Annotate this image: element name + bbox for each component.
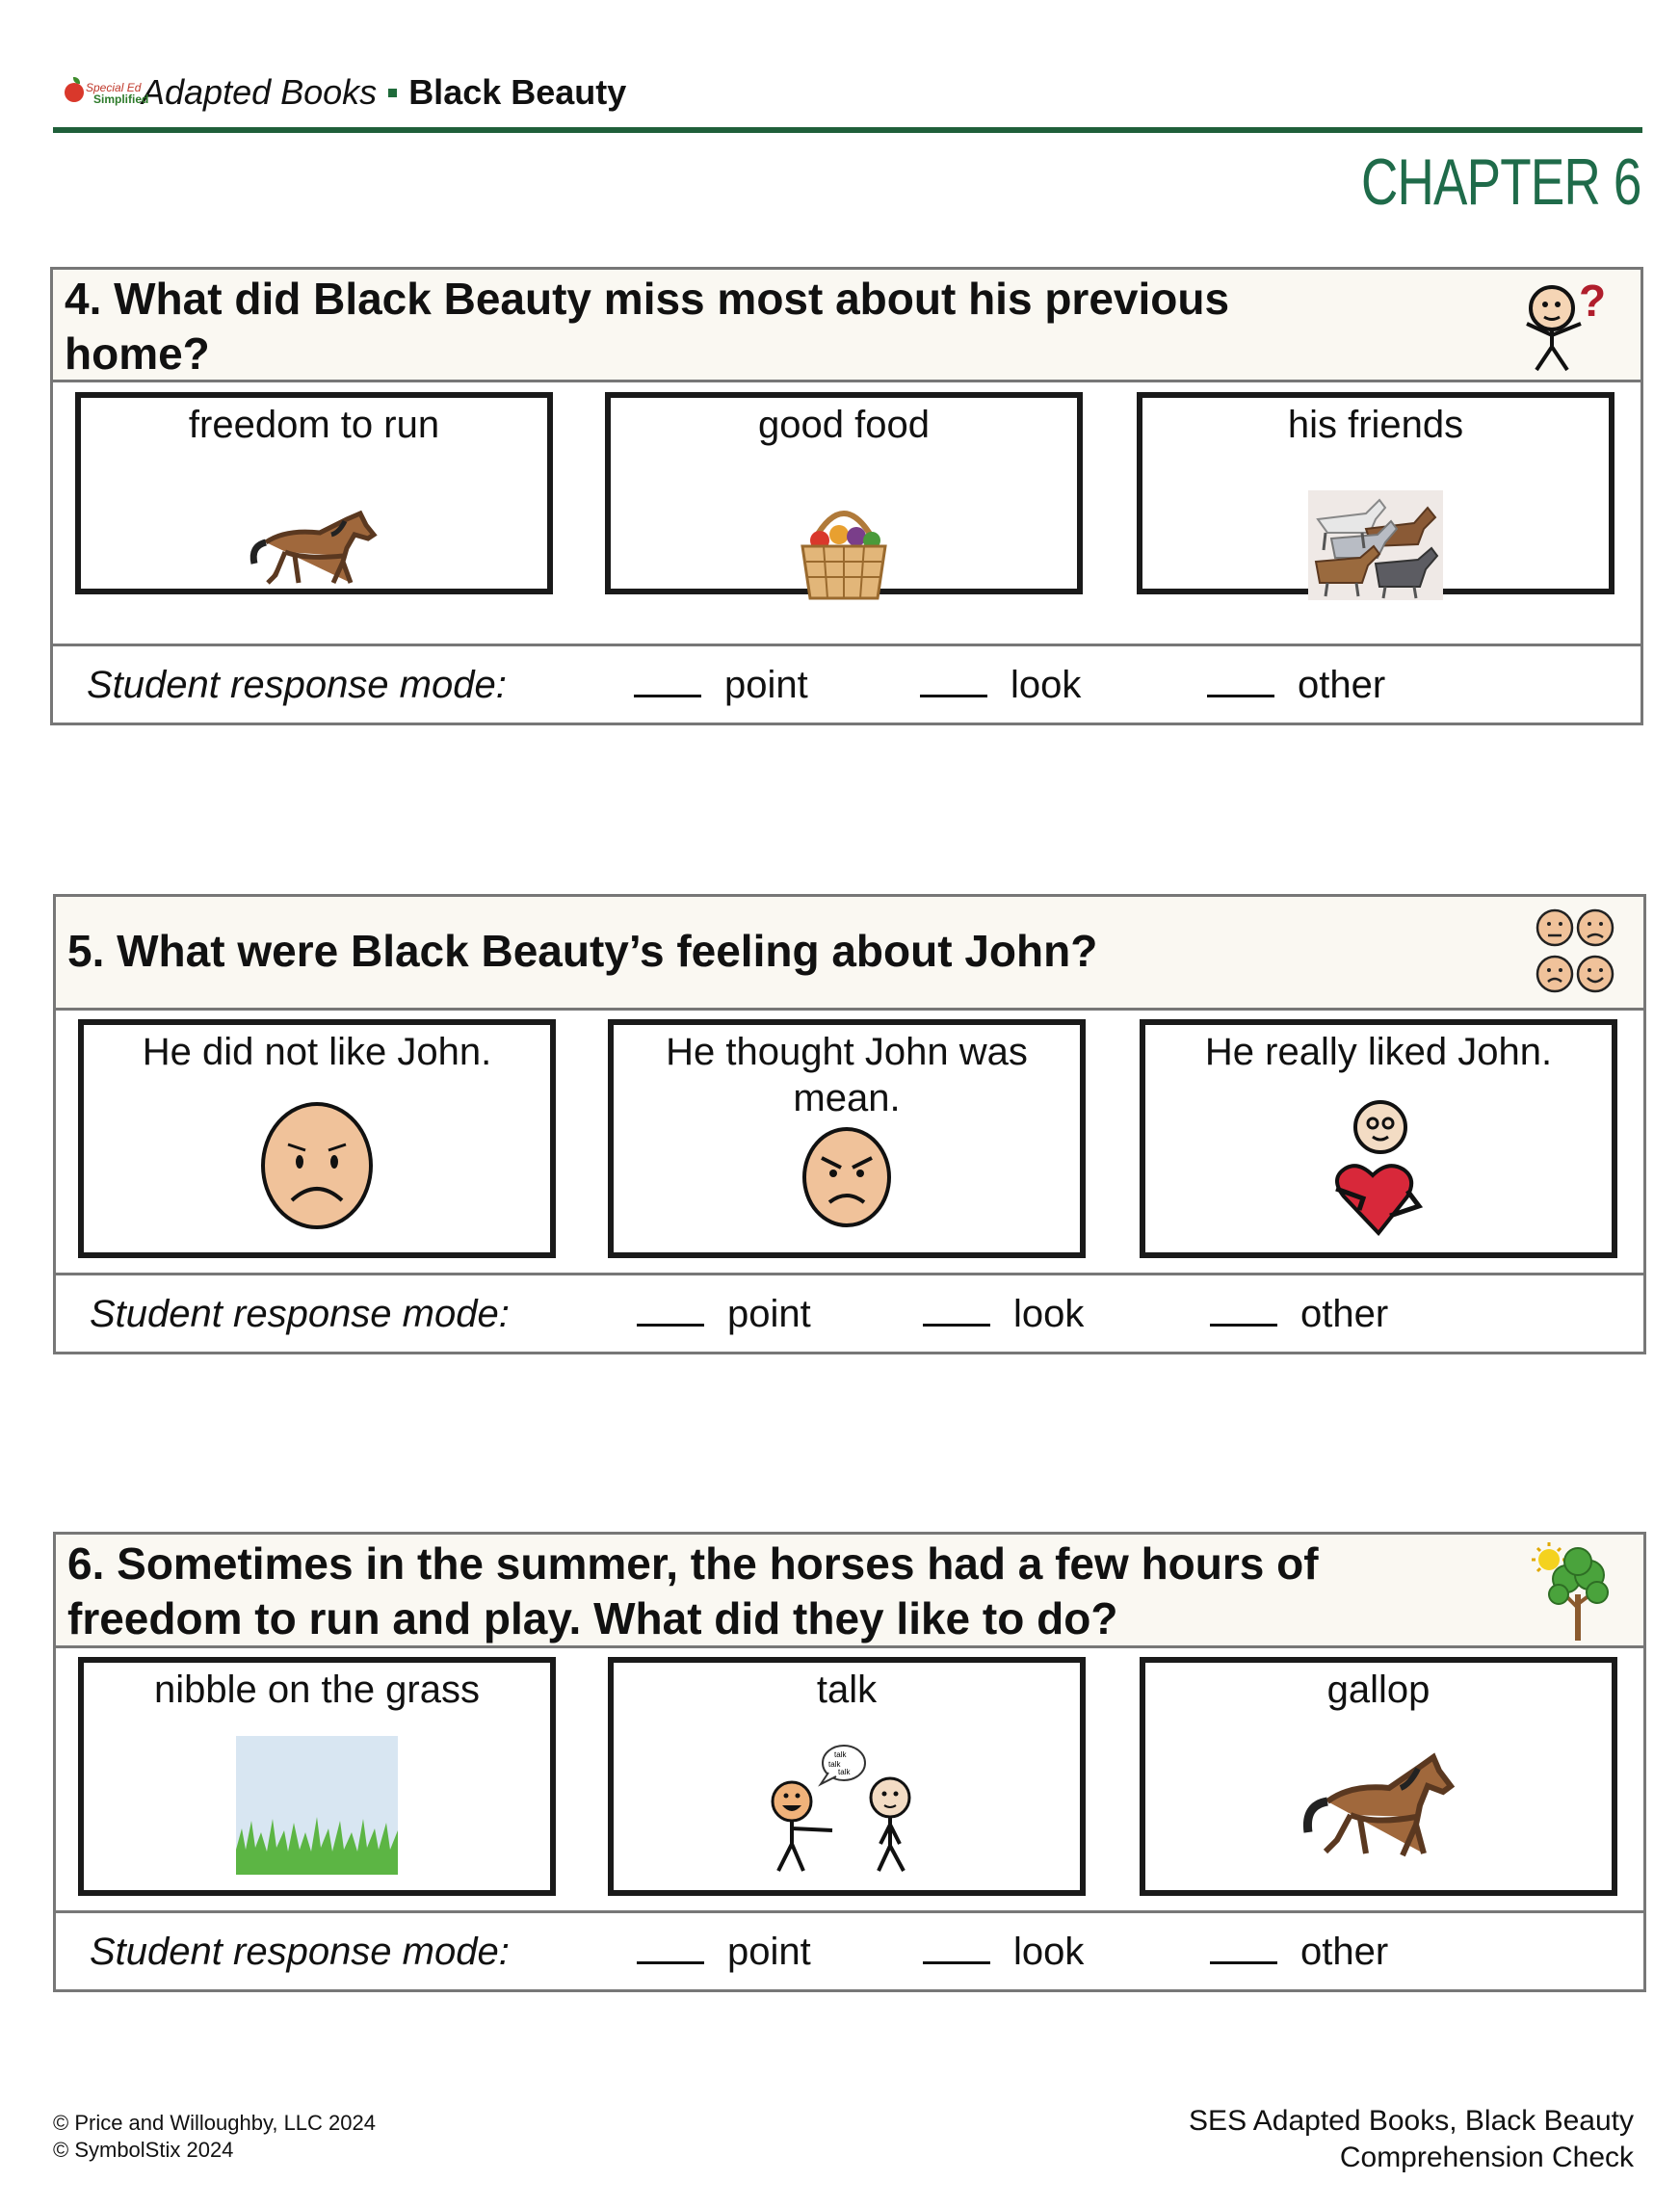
answer-label: freedom to run	[188, 404, 440, 446]
answer-option[interactable]	[608, 1019, 1086, 1258]
answer-label: He really liked John.	[1204, 1031, 1553, 1073]
answer-label: talk	[816, 1669, 878, 1711]
response-option-look[interactable]: look	[923, 1293, 1084, 1336]
answer-label: his friends	[1287, 404, 1464, 446]
special-ed-simplified-logo	[53, 66, 149, 119]
summer-tree-icon	[1530, 1540, 1616, 1643]
answer-blank[interactable]	[923, 1295, 990, 1327]
series-title: Adapted Books	[142, 72, 378, 112]
svg-text:?: ?	[1579, 277, 1607, 326]
answer-blank[interactable]	[920, 666, 987, 697]
chapter-title: CHAPTER 6	[1361, 145, 1641, 219]
response-option-point[interactable]: point	[634, 664, 808, 707]
response-mode-row	[56, 1273, 1643, 1352]
answer-option[interactable]	[78, 1657, 556, 1896]
galloping-horse-icon	[1297, 1748, 1460, 1863]
running-horse-icon	[247, 506, 381, 592]
book-title: Black Beauty	[408, 72, 627, 112]
svg-text:talk: talk	[838, 1768, 851, 1776]
confused-person-icon	[1498, 277, 1614, 374]
response-option-other[interactable]: other	[1210, 1931, 1388, 1974]
people-talking-icon	[765, 1740, 929, 1875]
logo-text-line1: Special Ed	[86, 81, 142, 94]
answer-label: good food	[758, 404, 930, 446]
answer-label: gallop	[1326, 1669, 1431, 1711]
grass-icon	[236, 1736, 398, 1875]
answer-label: nibble on the grass	[153, 1669, 480, 1711]
answer-blank[interactable]	[637, 1295, 704, 1327]
sad-face-icon	[259, 1100, 375, 1231]
footer-copyright: © Price and Willoughby, LLC 2024 © SymbolStix 2024	[53, 2111, 376, 2162]
person-hugging-heart-icon	[1330, 1098, 1427, 1239]
answer-option[interactable]	[75, 392, 553, 594]
response-mode-row	[56, 1910, 1643, 1989]
header-rule	[53, 127, 1642, 133]
answer-blank[interactable]	[1210, 1295, 1277, 1327]
food-basket-icon	[791, 492, 897, 606]
response-option-other[interactable]: other	[1210, 1293, 1388, 1336]
question-text: 4. What did Black Beauty miss most about his previous home?	[65, 274, 1230, 379]
answer-blank[interactable]	[637, 1932, 704, 1964]
footer-title: SES Adapted Books, Black Beauty Comprehension Check	[1189, 2105, 1634, 2173]
question-text: 5. What were Black Beauty’s feeling about John?	[67, 926, 1098, 976]
question-header	[56, 897, 1643, 1011]
response-option-point[interactable]: point	[637, 1293, 811, 1336]
response-option-look[interactable]: look	[920, 664, 1081, 707]
svg-text:talk: talk	[834, 1750, 847, 1759]
answer-label: He thought John was mean.	[666, 1031, 1028, 1119]
answer-option[interactable]	[608, 1657, 1086, 1896]
question-header	[56, 1535, 1643, 1648]
answer-blank[interactable]	[923, 1932, 990, 1964]
horse-herd-icon	[1308, 490, 1443, 600]
response-option-point[interactable]: point	[637, 1931, 811, 1974]
answer-blank[interactable]	[634, 666, 701, 697]
response-option-other[interactable]: other	[1207, 664, 1385, 707]
logo-text-line2: Simplified	[93, 92, 149, 106]
answer-option[interactable]	[1137, 392, 1614, 594]
apple-icon	[65, 83, 84, 102]
separator-square-icon	[388, 89, 397, 97]
response-mode-label: Student response mode:	[90, 1931, 510, 1973]
question-text: 6. Sometimes in the summer, the horses had a few hours of freedom to run and play. What did they like to do?	[67, 1538, 1319, 1643]
question-6	[53, 1532, 1646, 1992]
angry-face-icon	[801, 1125, 893, 1229]
question-header	[53, 270, 1641, 382]
answer-option[interactable]	[78, 1019, 556, 1258]
answer-option[interactable]	[1140, 1657, 1617, 1896]
response-mode-row	[53, 644, 1641, 723]
response-option-look[interactable]: look	[923, 1931, 1084, 1974]
feelings-faces-icon	[1534, 905, 1616, 1001]
answer-label: He did not like John.	[142, 1031, 492, 1073]
response-mode-label: Student response mode:	[87, 664, 507, 706]
svg-text:talk: talk	[828, 1760, 841, 1769]
response-mode-label: Student response mode:	[90, 1293, 510, 1335]
question-5	[53, 894, 1646, 1354]
answer-option[interactable]	[605, 392, 1083, 594]
answer-option[interactable]	[1140, 1019, 1617, 1258]
answer-blank[interactable]	[1210, 1932, 1277, 1964]
question-4	[50, 267, 1643, 725]
answer-blank[interactable]	[1207, 666, 1274, 697]
page-header	[53, 66, 1642, 119]
